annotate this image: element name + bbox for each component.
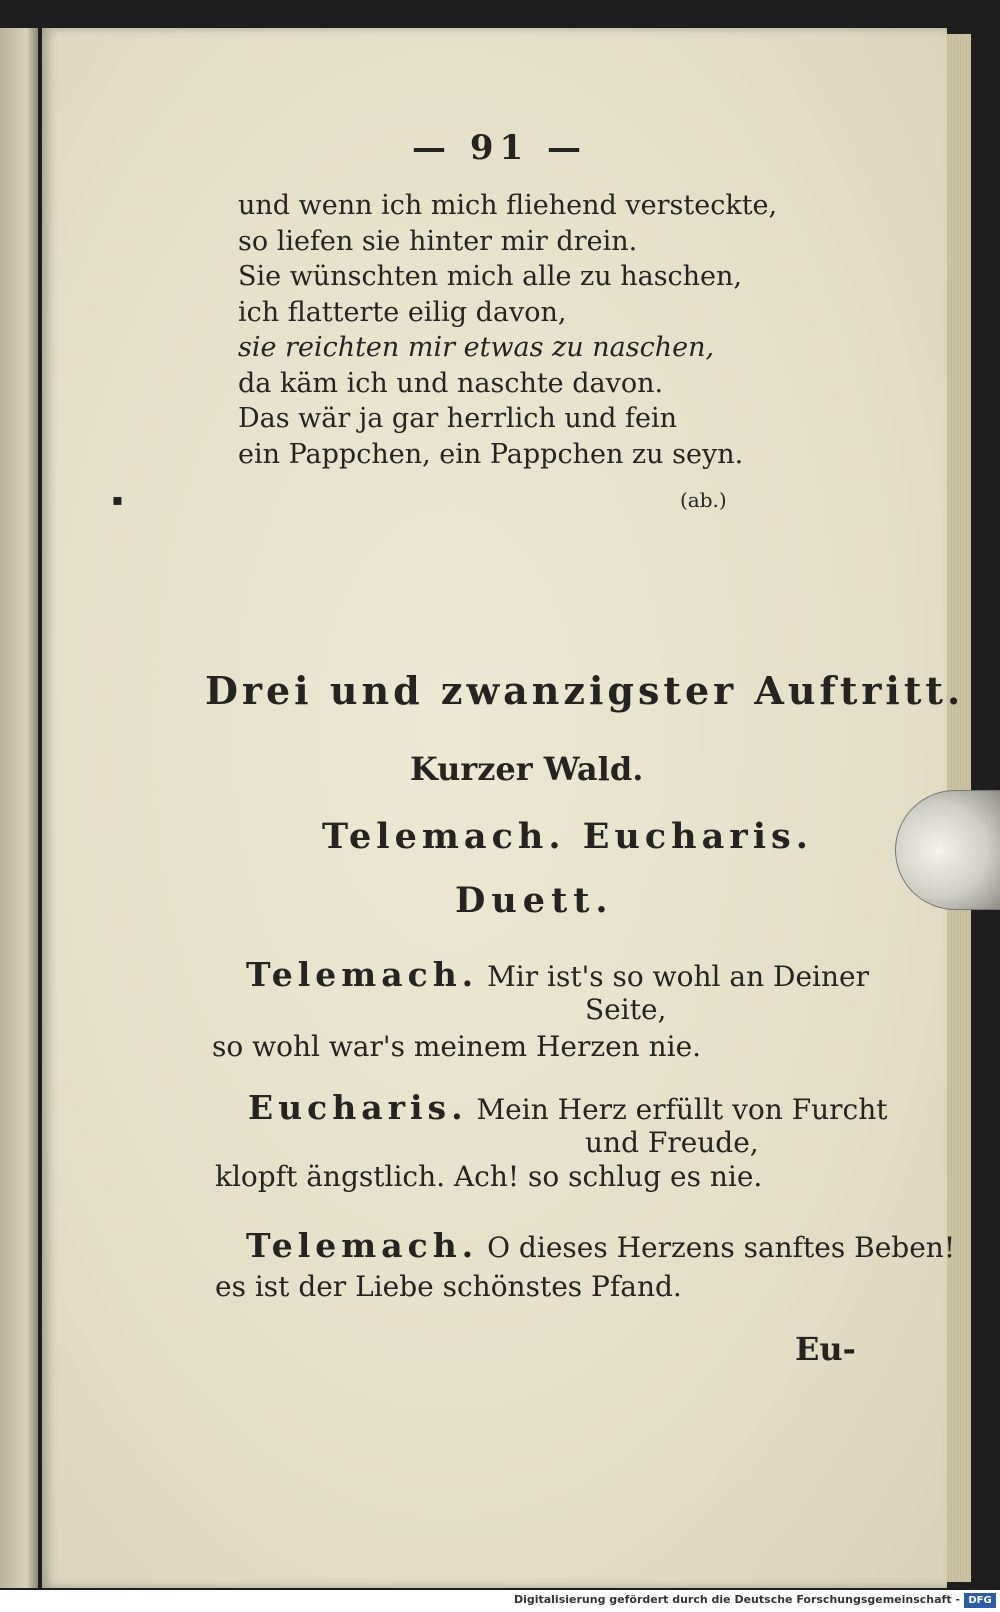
verse-line: da käm ich und naschte davon. bbox=[238, 367, 664, 399]
verse-line: ich flatterte eilig davon, bbox=[238, 296, 567, 328]
dialogue-text: Mir ist's so wohl an Deiner bbox=[487, 960, 869, 993]
verse-line: ein Pappchen, ein Pappchen zu seyn. bbox=[238, 438, 744, 470]
speaker-name: Eucharis. bbox=[248, 1088, 468, 1127]
verse-line: so liefen sie hinter mir drein. bbox=[238, 225, 638, 257]
dialogue-line bbox=[246, 1226, 955, 1265]
dialogue-continuation: Seite, bbox=[585, 993, 667, 1026]
dfg-logo: DFG bbox=[964, 1593, 996, 1608]
stage-direction: (ab.) bbox=[680, 488, 727, 512]
dialogue-text: Mein Herz erfüllt von Furcht bbox=[476, 1093, 888, 1126]
verse-line: Sie wünschten mich alle zu haschen, bbox=[238, 261, 743, 292]
scene-heading: Drei und zwanzigster Auftritt. bbox=[205, 668, 965, 713]
section-heading: Duett. bbox=[455, 880, 614, 921]
dialogue-line: es ist der Liebe schönstes Pfand. bbox=[215, 1270, 682, 1303]
verse-block bbox=[238, 188, 777, 472]
dialogue-text: O dieses Herzens sanftes Beben! bbox=[487, 1231, 956, 1264]
ink-mark: ▪ bbox=[112, 490, 123, 509]
speaker-name: Telemach. bbox=[246, 955, 479, 994]
footer-credit: Digitalisierung gefördert durch die Deutsche Forschungsgemeinschaft - bbox=[513, 1593, 960, 1606]
dialogue-line: so wohl war's meinem Herzen nie. bbox=[212, 1030, 702, 1063]
dialogue-continuation: und Freude, bbox=[585, 1126, 759, 1159]
scene-persons: Telemach. Eucharis. bbox=[322, 816, 813, 857]
footer-bar bbox=[0, 1590, 1000, 1612]
dialogue-line: klopft ängstlich. Ach! so schlug es nie. bbox=[215, 1160, 763, 1193]
verse-line-italic: sie reichten mir etwas zu naschen, bbox=[238, 332, 715, 363]
left-page-edge bbox=[0, 28, 38, 1588]
dialogue-line bbox=[246, 955, 869, 994]
page-number: — 91 — bbox=[412, 128, 587, 168]
scene-place: Kurzer Wald. bbox=[410, 750, 644, 788]
verse-line: und wenn ich mich fliehend versteckte, bbox=[238, 190, 778, 221]
verse-line: Das wär ja gar herrlich und fein bbox=[238, 403, 677, 434]
speaker-name: Telemach. bbox=[246, 1226, 479, 1265]
dialogue-line bbox=[248, 1088, 888, 1127]
catchword: Eu- bbox=[795, 1330, 856, 1368]
